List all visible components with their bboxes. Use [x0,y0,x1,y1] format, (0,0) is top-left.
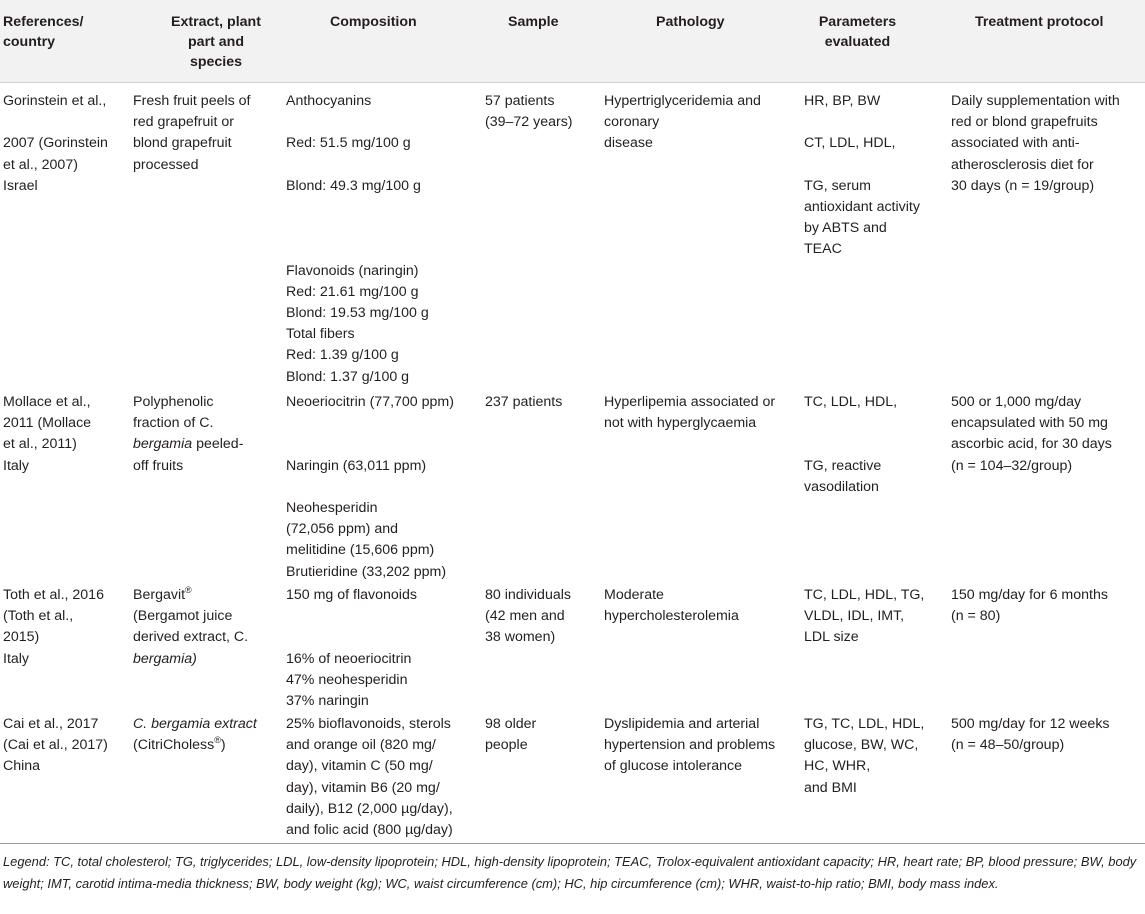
cell-treatment: 500 mg/day for 12 weeks (n = 48–50/group) [951,716,1110,754]
cell-composition: Neoeriocitrin (77,700 ppm) Naringin (63,011 ppm) Neohesperidin (72,056 ppm) and melitidine (15,606 ppm) Brutieridine (33,202 ppm) [286,394,454,580]
header-treatment: Treatment protocol [975,14,1104,30]
cell-parameters: TC, LDL, HDL, TG, VLDL, IDL, IMT, LDL size [804,587,925,646]
registered-mark: ® [185,585,192,595]
registered-mark: ® [214,735,221,746]
cell-references: Gorinstein et al., 2007 (Gorinstein et al., 2007) Israel [3,93,108,194]
header-extract: Extract, plant part and species [171,14,261,70]
cell-sample: 80 individuals (42 men and 38 women) [485,587,571,646]
cell-pathology: Dyslipidemia and arterial hypertension and problems of glucose intolerance [604,716,776,775]
cell-parameters: HR, BP, BW CT, LDL, HDL, TG, serum antioxidant activity by ABTS and TEAC [804,93,920,258]
cell-sample: 237 patients [485,394,563,410]
cell-sample: 57 patients (39–72 years) [485,93,573,131]
cell-extract: Bergavit® (Bergamot juice derived extract, C. bergamia) [133,585,249,667]
cell-parameters: TC, LDL, HDL, TG, reactive vasodilation [804,394,898,495]
cell-references: Cai et al., 2017 (Cai et al., 2017) China [3,716,108,775]
cell-composition: 25% bioflavonoids, sterols and orange oil (820 mg/ day), vitamin C (50 mg/ day), vitamin B6 (20 mg/ daily), B12 (2,000 µg/day), and folic acid (800 µg/day) [286,716,453,839]
header-sample: Sample [508,14,559,30]
header-references: References/ country [3,14,84,50]
header-parameters: Parameters evaluated [818,14,897,50]
extract-italic-line: bergamia peeled- [133,436,244,453]
cell-references: Mollace et al., 2011 (Mollace et al., 2011) Italy [3,394,92,474]
cell-treatment: 150 mg/day for 6 months (n = 80) [951,587,1108,625]
cell-treatment: Daily supplementation with red or blond grapefruits associated with anti- atherosclerosis diet for 30 days (n = 19/group) [951,93,1120,194]
table-bottom-rule [0,843,1145,844]
table-header [0,0,1145,83]
cell-sample: 98 older people [485,716,537,754]
cell-references: Toth et al., 2016 (Toth et al., 2015) Italy [3,587,104,667]
cell-treatment: 500 or 1,000 mg/day encapsulated with 50 mg ascorbic acid, for 30 days (n = 104–32/group) [951,394,1112,474]
cell-parameters: TG, TC, LDL, HDL, glucose, BW, WC, HC, WHR, and BMI [804,716,925,796]
cell-extract: Fresh fruit peels of red grapefruit or blond grapefruit processed [133,93,251,173]
cell-extract: C. bergamia extract (CitriCholess®) [133,716,257,754]
header-pathology: Pathology [656,14,725,30]
cell-pathology: Hyperlipemia associated or not with hyperglycaemia [604,394,776,432]
cell-pathology: Moderate hypercholesterolemia [604,587,739,625]
table-legend: Legend: TC, total cholesterol; TG, triglycerides; LDL, low-density lipoprotein; HDL, high-density lipoprotein; TEAC, Trolox-equivalent antioxidant capacity; HR, heart rate; BP, blood pressure; BW, body weight; IMT, carotid intima-media thickness; BW, body weight (kg); WC, waist circumference (cm); HC, hip circumference (cm); WHR, waist-to-hip ratio; BMI, body mass index. [3,854,1137,891]
cell-composition: Anthocyanins Red: 51.5 mg/100 g Blond: 49.3 mg/100 g Flavonoids (naringin) Red: 21.61 mg/100 g Blond: 19.53 mg/100 g Total fibers Red: 1.39 g/100 g Blond: 1.37 g/100 g [286,93,429,385]
cell-extract: Polyphenolic fraction of C. bergamia peeled- off fruits [133,394,244,474]
header-composition: Composition [330,14,417,30]
cell-composition: 150 mg of flavonoids 16% of neoeriocitrin 47% neohesperidin 37% naringin [286,587,417,709]
cell-pathology: Hypertriglyceridemia and coronary disease [604,93,761,152]
